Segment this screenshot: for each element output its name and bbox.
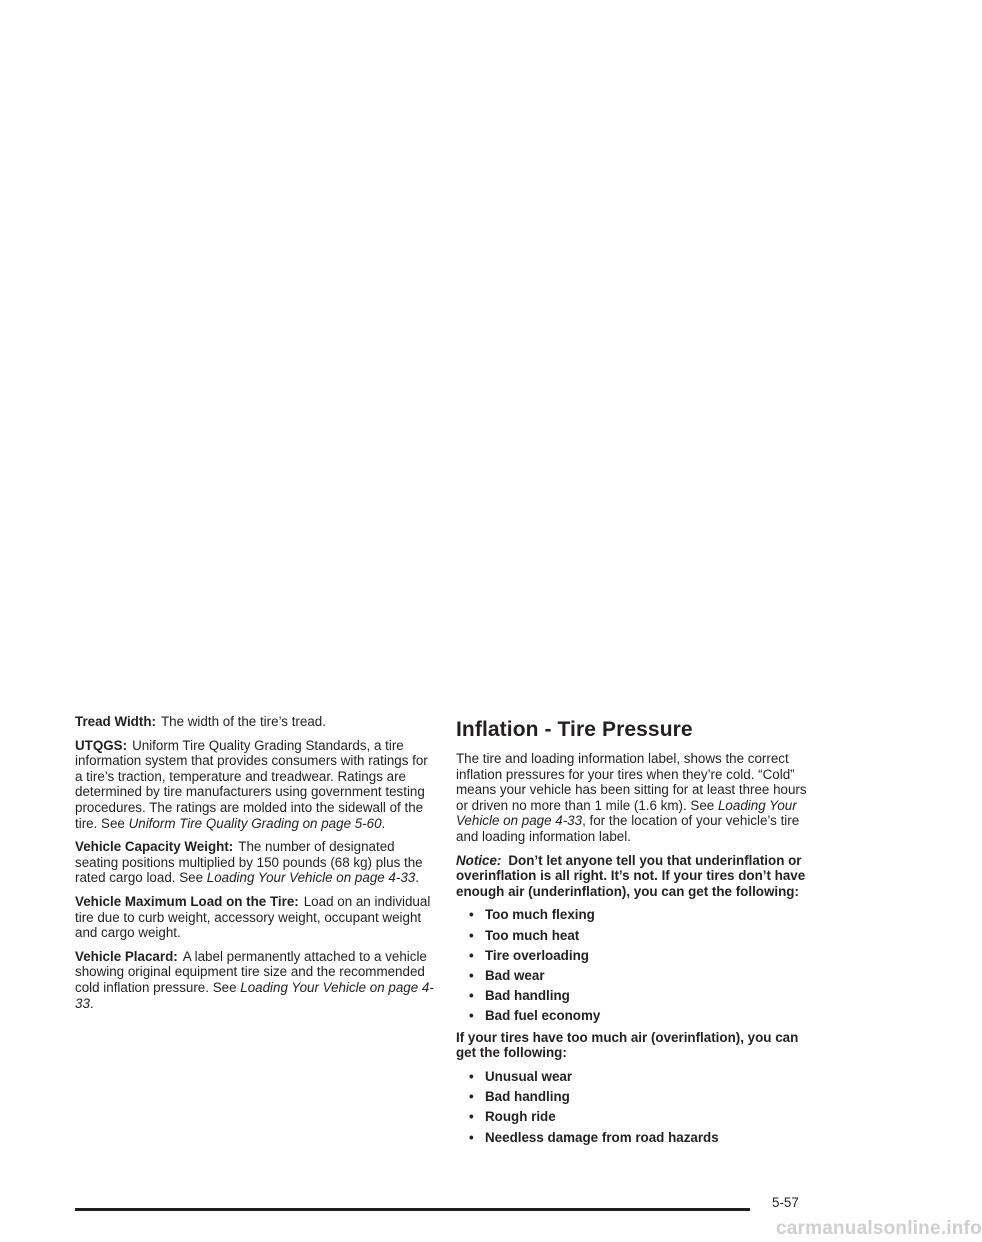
- notice-label: Notice:: [456, 852, 502, 868]
- right-column: [456, 718, 821, 1151]
- list-item-text: Rough ride: [485, 1109, 556, 1125]
- left-column: [75, 714, 435, 1019]
- bullet-icon: •: [469, 947, 474, 963]
- bullet-icon: •: [469, 967, 474, 983]
- definition-text: The number of designated seating positions multiplied by 150 pounds (68 kg) plus the rated cargo load. See: [75, 839, 423, 886]
- list-item-text: Too much flexing: [485, 907, 595, 923]
- list-item-text: Bad wear: [485, 967, 545, 983]
- bullet-icon: •: [469, 1069, 474, 1085]
- page-reference-link[interactable]: Uniform Tire Quality Grading on page 5-60: [128, 815, 382, 831]
- bullet-icon: •: [469, 927, 474, 943]
- footer-divider: [75, 1208, 750, 1211]
- notice-text: Don’t let anyone tell you that underinflation or overinflation is all right. It’s not. If your tires don’t have enough air (underinflation), you can get the following:: [456, 852, 806, 899]
- definition-tail: .: [381, 815, 386, 831]
- definition-utqgs: [75, 738, 435, 832]
- definition-term: Vehicle Capacity Weight:: [75, 839, 234, 855]
- list-item: [469, 1109, 821, 1125]
- list-item-text: Bad handling: [485, 1089, 570, 1105]
- definition-tail: .: [89, 995, 94, 1011]
- list-item-text: Tire overloading: [485, 947, 589, 963]
- underinflation-list: [456, 907, 821, 1024]
- definition-vehicle-capacity-weight: [75, 839, 435, 886]
- bullet-icon: •: [469, 907, 474, 923]
- definition-term: Tread Width:: [75, 714, 156, 729]
- section-heading: Inflation - Tire Pressure: [456, 718, 693, 741]
- bullet-icon: •: [469, 1129, 474, 1145]
- definition-text: A label permanently attached to a vehicle showing original equipment tire size and the recommended cold inflation pressure. See: [75, 948, 427, 995]
- overinflation-intro: If your tires have too much air (overinflation), you can get the following:: [456, 1029, 799, 1061]
- list-item: [469, 928, 821, 944]
- definition-text: The width of the tire’s tread.: [160, 714, 326, 729]
- list-item: [469, 1008, 821, 1024]
- list-item: [469, 988, 821, 1004]
- definition-term: UTQGS:: [75, 737, 128, 753]
- intro-tail: , for the location of your vehicle’s tire and loading information label.: [456, 813, 800, 844]
- list-item: [469, 1089, 821, 1105]
- definition-tail: .: [415, 870, 419, 886]
- definition-text: Uniform Tire Quality Grading Standards, a tire information system that provides consumers with ratings for a tire’s traction, temperature and treadwear. Ratings are determined by tire manufacturers using government testing procedures. The ratings are molded into the sidewall of the tire. See: [75, 737, 428, 831]
- definition-tread-width: [75, 714, 435, 730]
- page-reference-link[interactable]: Loading Your Vehicle on page 4-33: [456, 797, 797, 829]
- bullet-icon: •: [469, 988, 474, 1004]
- definition-vehicle-placard: [75, 949, 435, 1011]
- intro-paragraph: [456, 751, 821, 845]
- page-number: 5-57: [772, 1195, 799, 1210]
- list-item-text: Unusual wear: [485, 1069, 573, 1085]
- list-item: [469, 1130, 821, 1146]
- definition-vehicle-maximum-load: [75, 894, 435, 941]
- definition-text: Load on an individual tire due to curb weight, accessory weight, occupant weight and cargo weight.: [75, 893, 431, 941]
- bullet-icon: •: [469, 1109, 474, 1125]
- list-item: [469, 1069, 821, 1085]
- bullet-icon: •: [469, 1008, 474, 1024]
- intro-text: The tire and loading information label, shows the correct inflation pressures for your tires when they’re cold. “Cold” means your vehicle has been sitting for at least three hours or driven no more than 1 mile (1.6 km). See: [456, 751, 807, 813]
- list-item: [469, 948, 821, 964]
- list-item-text: Needless damage from road hazards: [485, 1129, 719, 1145]
- overinflation-list: [456, 1069, 821, 1145]
- list-item-text: Too much heat: [485, 927, 580, 943]
- list-item: [469, 968, 821, 984]
- notice-paragraph: [456, 853, 821, 900]
- watermark: carmanualsonline.info: [776, 1218, 982, 1239]
- definition-term: Vehicle Maximum Load on the Tire:: [75, 893, 299, 909]
- list-item: [469, 907, 821, 923]
- list-item-text: Bad handling: [485, 988, 570, 1004]
- bullet-icon: •: [469, 1089, 474, 1105]
- list-item-text: Bad fuel economy: [485, 1008, 601, 1024]
- definition-term: Vehicle Placard:: [75, 948, 178, 964]
- page-reference-link[interactable]: Loading Your Vehicle on page 4-33: [206, 870, 416, 886]
- page-reference-link[interactable]: Loading Your Vehicle on page 4-33: [75, 979, 434, 1011]
